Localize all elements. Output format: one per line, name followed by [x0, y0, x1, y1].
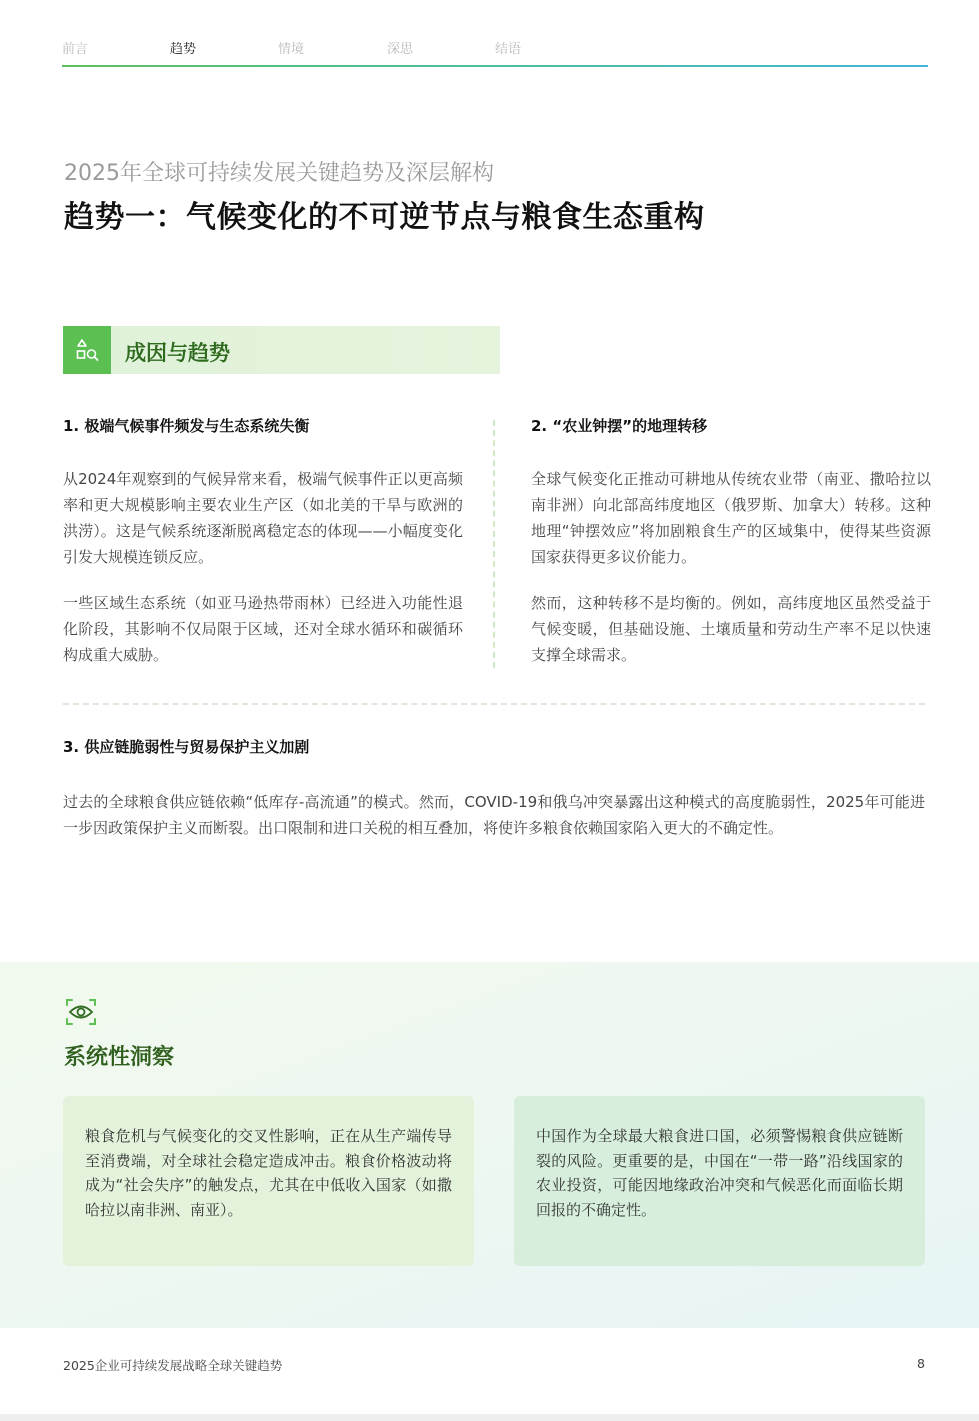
page-subtitle: 2025年全球可持续发展关键趋势及深层解构 [64, 161, 494, 186]
nav-item-reflection[interactable]: 深思 [387, 42, 414, 57]
point-3-paragraph-1: 过去的全球粮食供应链依赖“低库存-高流通”的模式。然而，COVID-19和俄乌冲突暴露出这种模式的高度脆弱性，2025年可能进一步因政策保护主义而断裂。出口限制和进口关税的相互叠加，将使许多粮食依赖国家陷入更大的不确定性。 [63, 793, 925, 837]
footer [0, 1328, 979, 1421]
top-nav [62, 36, 928, 68]
point-3-title: 3. 供应链脆弱性与贸易保护主义加剧 [63, 738, 310, 756]
point-2-paragraph-2: 然而，这种转移不是均衡的。例如，高纬度地区虽然受益于气候变暖，但基础设施、土壤质量和劳动生产率不足以快速支撑全球需求。 [531, 594, 931, 664]
nav-item-trends[interactable]: 趋势 [170, 42, 197, 57]
point-2-paragraph-1: 全球气候变化正推动可耕地从传统农业带（南亚、撒哈拉以南非洲）向北部高纬度地区（俄罗斯、加拿大）转移。这种地理“钟摆效应”将加剧粮食生产的区域集中，使得某些资源国家获得更多议价能力。 [531, 470, 931, 566]
nav-item-scenarios[interactable]: 情境 [278, 42, 305, 57]
footer-title: 2025企业可持续发展战略全球关键趋势 [63, 1358, 283, 1373]
section-title: 成因与趋势 [125, 341, 230, 365]
point-2 [531, 414, 931, 668]
point-3 [63, 735, 925, 841]
insight-card-1-text: 粮食危机与气候变化的交叉性影响，正在从生产端传导至消费端，对全球社会稳定造成冲击。粮食价格波动将成为“社会失序”的触发点，尤其在中低收入国家（如撒哈拉以南非洲、南亚）。 [85, 1127, 452, 1219]
nav-underline [62, 65, 928, 67]
point-2-title: 2. “农业钟摆”的地理转移 [531, 417, 708, 435]
point-1-title: 1. 极端气候事件频发与生态系统失衡 [63, 417, 310, 435]
point-1 [63, 414, 463, 668]
insight-card-1 [63, 1096, 474, 1266]
page-number: 8 [917, 1356, 925, 1371]
page-title: 趋势一：气候变化的不可逆节点与粮食生态重构 [64, 200, 705, 235]
point-1-paragraph-1: 从2024年观察到的气候异常来看，极端气候事件正以更高频率和更大规模影响主要农业生产区（如北美的干旱与欧洲的洪涝）。这是气候系统逐渐脱离稳定态的体现——小幅度变化引发大规模连锁反应。 [63, 470, 463, 566]
eye-scan-icon [64, 996, 98, 1032]
insight-title: 系统性洞察 [64, 1045, 175, 1070]
insight-card-2 [514, 1096, 925, 1266]
insight-card-2-text: 中国作为全球最大粮食进口国，必须警惕粮食供应链断裂的风险。更重要的是，中国在“一带一路”沿线国家的农业投资，可能因地缘政治冲突和气候恶化而面临长期回报的不确定性。 [536, 1127, 903, 1219]
section-header [63, 326, 500, 374]
shapes-search-icon [63, 326, 111, 374]
nav-item-conclusion[interactable]: 结语 [495, 42, 522, 57]
bottom-strip [0, 1414, 979, 1421]
column-divider [493, 420, 495, 668]
point-1-paragraph-2: 一些区域生态系统（如亚马逊热带雨林）已经进入功能性退化阶段，其影响不仅局限于区域，还对全球水循环和碳循环构成重大威胁。 [63, 594, 463, 664]
section-divider [63, 703, 925, 705]
nav-item-preface[interactable]: 前言 [62, 42, 89, 57]
